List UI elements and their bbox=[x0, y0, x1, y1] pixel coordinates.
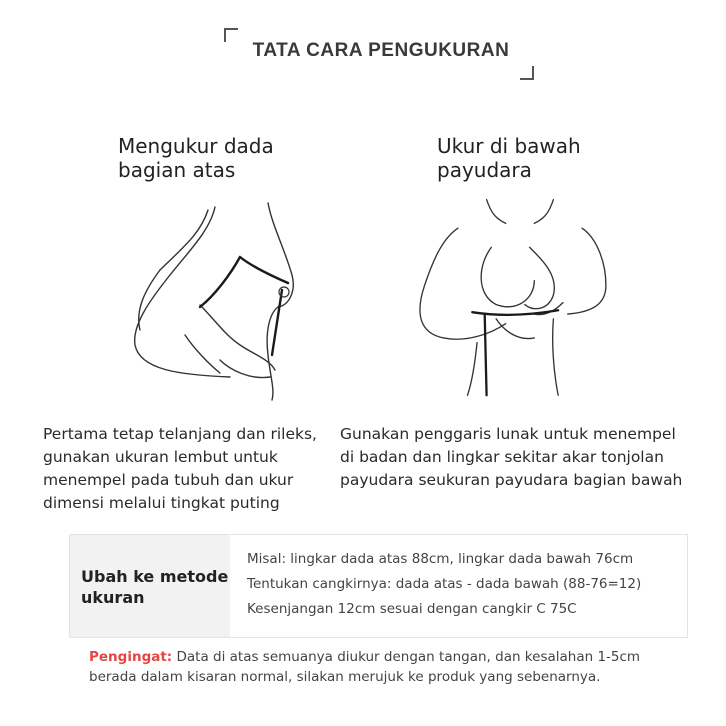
corner-bracket-bottom-right bbox=[520, 66, 534, 80]
conversion-method-box bbox=[69, 534, 688, 638]
method-label-line2: ukuran bbox=[81, 588, 145, 607]
method-example-list bbox=[247, 547, 677, 622]
reminder-text: Data di atas semuanya diukur dengan tangan, dan kesalahan 1-5cm bbox=[172, 649, 641, 665]
left-desc-line: Pertama tetap telanjang dan rileks, bbox=[43, 425, 317, 443]
right-description bbox=[340, 423, 690, 492]
left-heading-line2: bagian atas bbox=[118, 158, 236, 182]
right-heading-line1: Ukur di bawah bbox=[437, 134, 581, 158]
tape-measure-hang bbox=[485, 314, 487, 395]
method-example-line: Misal: lingkar dada atas 88cm, lingkar dada bawah 76cm bbox=[247, 551, 634, 567]
under-bust-illustration bbox=[395, 190, 645, 400]
right-desc-line: di badan dan lingkar sekitar akar tonjolan bbox=[340, 448, 664, 466]
left-desc-line: dimensi melalui tingkat puting bbox=[43, 494, 280, 512]
upper-bust-illustration bbox=[100, 195, 350, 405]
right-desc-line: Gunakan penggaris lunak untuk menempel bbox=[340, 425, 676, 443]
title-frame bbox=[224, 28, 534, 80]
right-heading-line2: payudara bbox=[437, 158, 532, 182]
method-example-line: Tentukan cangkirnya: dada atas - dada bawah (88-76=12) bbox=[247, 576, 642, 592]
left-heading bbox=[118, 134, 338, 182]
method-label bbox=[81, 566, 231, 608]
method-example-line: Kesenjangan 12cm sesuai dengan cangkir C 75C bbox=[247, 601, 577, 617]
method-label-cell bbox=[70, 535, 230, 637]
method-label-line1: Ubah ke metode bbox=[81, 567, 229, 586]
right-desc-line: payudara seukuran payudara bagian bawah bbox=[340, 471, 683, 489]
left-description bbox=[43, 423, 323, 515]
left-heading-line1: Mengukur dada bbox=[118, 134, 274, 158]
left-desc-line: gunakan ukuran lembut untuk bbox=[43, 448, 278, 466]
reminder-line2: berada dalam kisaran normal, silakan merujuk ke produk yang sebenarnya. bbox=[89, 669, 601, 685]
right-heading bbox=[437, 134, 657, 182]
tape-measure-drop bbox=[272, 290, 282, 355]
tape-measure-side bbox=[200, 257, 240, 307]
tape-measure-top bbox=[240, 257, 288, 283]
reminder-line1 bbox=[89, 647, 689, 667]
page-title: TATA CARA PENGUKURAN bbox=[252, 40, 510, 61]
reminder-label: Pengingat: bbox=[89, 649, 173, 665]
back-outline bbox=[160, 210, 208, 270]
reminder-note bbox=[89, 647, 689, 687]
left-desc-line: menempel pada tubuh dan ukur bbox=[43, 471, 294, 489]
